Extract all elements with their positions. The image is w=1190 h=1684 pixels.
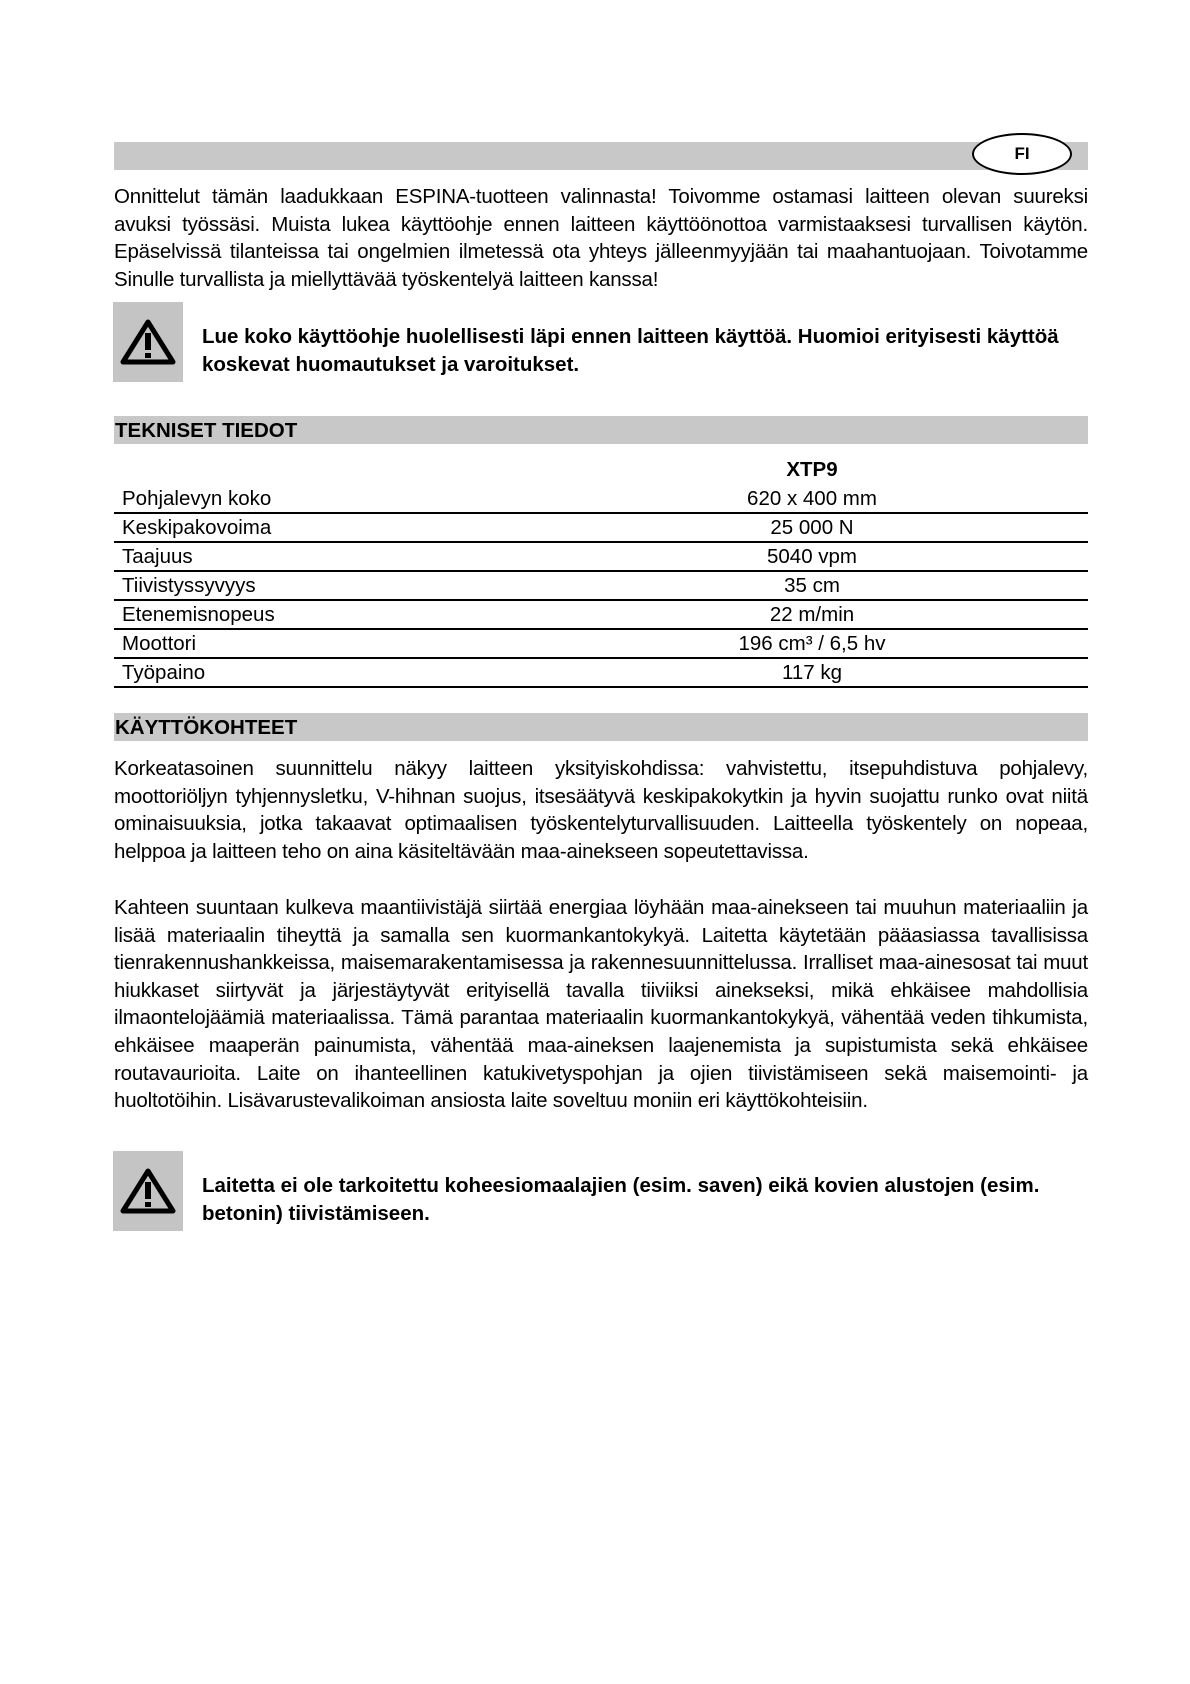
warning-line-1: Laitetta ei ole tarkoitettu koheesiomaalajien (esim. saven) eikä kovien alustojen (esim. [202, 1174, 1040, 1197]
warning-text [202, 323, 1062, 379]
uses-paragraph-1: Korkeatasoinen suunnittelu näkyy laitteen yksityiskohdissa: vahvistettu, itsepuhdistuva pohjalevy, moottoriöljyn tyhjennysletku, V-hihnan suojus, itsesäätyvä keskipakokytkin ja hyvin suojattu runko ovat niitä ominaisuuksia, jotka takaavat optimaalisen työskentelyturvallisuuden. Laitteella työskentely on nopeaa, helppoa ja laitteen teho on aina käsiteltävään maa-ainekseen sopeutettavissa. [114, 757, 1088, 863]
warning-box [113, 302, 183, 382]
spec-label: Taajuus [114, 542, 612, 571]
spec-value: 25 000 N [612, 513, 1088, 542]
spec-label: Etenemisnopeus [114, 600, 612, 629]
warning-triangle-icon [120, 319, 176, 365]
specs-header-row [114, 455, 1088, 485]
spec-label: Työpaino [114, 658, 612, 687]
section-heading-specs: TEKNISET TIEDOT [114, 416, 1088, 444]
spec-label: Tiivistyssyvyys [114, 571, 612, 600]
table-row [114, 658, 1088, 687]
specs-table [114, 455, 1088, 688]
warning-line-2: betonin) tiivistämiseen. [202, 1202, 430, 1225]
table-row [114, 571, 1088, 600]
header-bar [114, 142, 1088, 170]
spec-value: 117 kg [612, 658, 1088, 687]
specs-header-empty [114, 455, 612, 485]
spec-value: 620 x 400 mm [612, 485, 1088, 513]
section-heading-uses: KÄYTTÖKOHTEET [114, 713, 1088, 741]
warning-text [202, 1172, 1062, 1228]
intro-paragraph: Onnittelut tämän laadukkaan ESPINA-tuotteen valinnasta! Toivomme ostamasi laitteen olevan suureksi avuksi työssäsi. Muista lukea käyttöohje ennen laitteen käyttöönottoa varmistaaksesi turvallisen käytön. Epäselvissä tilanteissa tai ongelmien ilmetessä ota yhteys jälleenmyyjään tai maahantuojaan. Toivotamme Sinulle turvallista ja miellyttävää työskentelyä laitteen kanssa! [114, 185, 1088, 291]
model-name: XTP9 [786, 458, 838, 481]
warning-triangle-icon [120, 1168, 176, 1214]
spec-label: Keskipakovoima [114, 513, 612, 542]
spec-value: 196 cm³ / 6,5 hv [612, 629, 1088, 658]
warning-line-2: koskevat huomautukset ja varoitukset. [202, 353, 580, 376]
spec-label: Pohjalevyn koko [114, 485, 612, 513]
table-row [114, 600, 1088, 629]
uses-paragraph-2: Kahteen suuntaan kulkeva maantiivistäjä siirtää energiaa löyhään maa-ainekseen tai muuhun materiaaliin ja lisää materiaalin tiheyttä ja samalla sen kuormankantokykyä. Laitetta käytetään pääasiassa tavallisissa tienrakennushankkeissa, maisemarakentamisessa ja rakennesuunnittelussa. Irralliset maa-ainesosat tai muut hiukkaset siirtyvät ja järjestäytyvät erityisellä tavalla tiiviiksi ainekseksi, mikä ehkäisee mahdollisia ilmaontelojäämiä materiaalissa. Tämä parantaa materiaalin kuormankantokykyä, vähentää veden tihkumista, ehkäisee maaperän painumista, vähentää maa-aineksen laajenemista ja supistumista sekä ehkäisee routavaurioita. Laite on ihanteellinen katukivetyspohjan ja ojien tiivistämiseen sekä maisemointi- ja huoltotöihin. Lisävarustevalikoiman ansiosta laite soveltuu moniin eri käyttökohteisiin. [114, 896, 1088, 1113]
warning-line-1: Lue koko käyttöohje huolellisesti läpi ennen laitteen käyttöä. Huomioi erityisesti käyttöä [202, 325, 1059, 348]
spec-value: 22 m/min [612, 600, 1088, 629]
table-row [114, 485, 1088, 513]
language-badge-label: FI [1014, 144, 1030, 163]
table-row [114, 629, 1088, 658]
spec-label: Moottori [114, 629, 612, 658]
warning-box [113, 1151, 183, 1231]
table-row [114, 542, 1088, 571]
spec-value: 35 cm [612, 571, 1088, 600]
table-row [114, 513, 1088, 542]
language-badge [972, 133, 1072, 175]
spec-value: 5040 vpm [612, 542, 1088, 571]
